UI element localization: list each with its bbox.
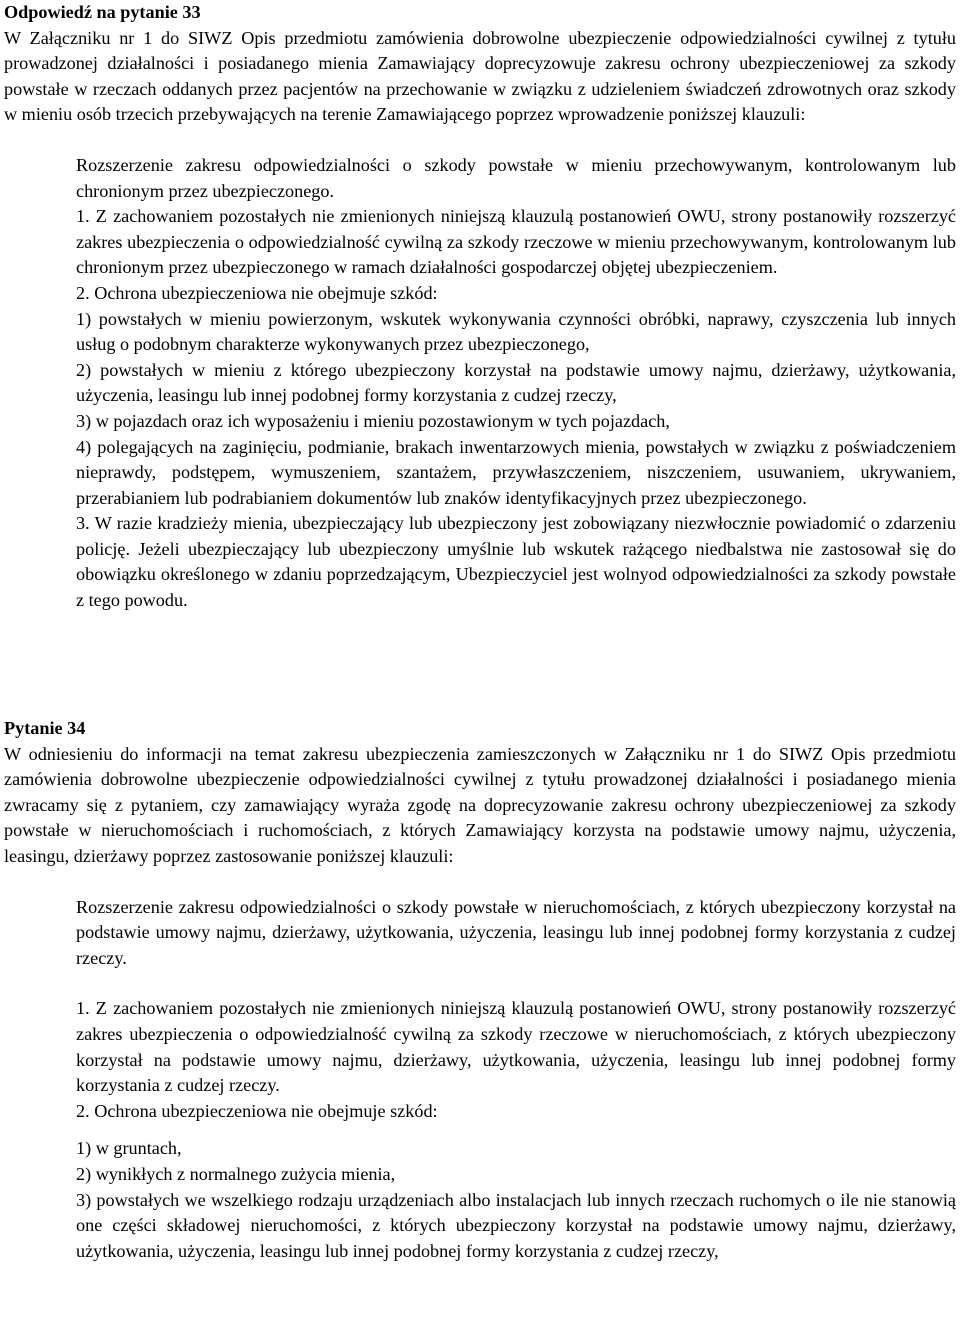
answer-33-point-1: 1. Z zachowaniem pozostałych nie zmienionych niniejszą klauzulą postanowień OWU, strony postanowiły rozszerzyć zakres ubezpieczenia o odpowiedzialność cywilną za szkody rzeczowe w mieniu przechowywanym, kontrolowanym lub chronionym przez ubezpieczonego w ramach działalności gospodarczej objętej ubezpieczeniem. bbox=[76, 206, 956, 278]
answer-33-point-3: 3. W razie kradzieży mienia, ubezpieczający lub ubezpieczony jest zobowiązany niezwłocznie powiadomić o zdarzeniu policję. Jeżeli ubezpieczający lub ubezpieczony umyślnie lub wskutek rażącego niedbalstwa nie zastosował się do obowiązku określonego w zdaniu poprzedzającym, Ubezpieczyciel jest wolnyod odpowiedzialności za szkody powstałe z tego powodu. bbox=[76, 513, 956, 611]
answer-33-section bbox=[4, 0, 956, 614]
spacer bbox=[76, 1124, 956, 1136]
question-34-intro: W odniesieniu do informacji na temat zakresu ubezpieczenia zamieszczonych w Załączniku nr 1 do SIWZ Opis przedmiotu zamówienia dobrowolne ubezpieczenie odpowiedzialności cywilnej z tytułu prowadzonej działalności i posiadanego mienia zwracamy się z pytaniem, czy zamawiający wyraża zgodę na doprecyzowanie zakresu ochrony ubezpieczeniowej za szkody powstałe w nieruchomościach i ruchomościach, z których Zamawiający korzysta na podstawie umowy najmu, użyczenia, leasingu, dzierżawy poprzez zastosowanie poniższej klauzuli: bbox=[4, 743, 956, 866]
question-34-clause-title: Rozszerzenie zakresu odpowiedzialności o szkody powstałe w nieruchomościach, z których ubezpieczony korzystał na podstawie umowy najmu, dzierżawy, użytkowania, użyczenia, leasingu lub innej podobnej formy korzystania z cudzej rzeczy. bbox=[76, 896, 956, 968]
spacer bbox=[76, 971, 956, 996]
answer-33-exclusion-3: 3) w pojazdach oraz ich wyposażeniu i mieniu pozostawionym w tych pojazdach, bbox=[76, 410, 670, 431]
answer-33-intro: W Załączniku nr 1 do SIWZ Opis przedmiotu zamówienia dobrowolne ubezpieczenie odpowiedzialności cywilnej z tytułu prowadzonej działalności i posiadanego mienia Zamawiający doprecyzowuje zakresu ochrony ubezpieczeniowej za szkody powstałe w rzeczach oddanych przez pacjentów na przechowanie w związku z udzieleniem świadczeń zdrowotnych oraz szkody w mieniu osób trzecich przebywających na terenie Zamawiającego poprzez wprowadzenie poniższej klauzuli: bbox=[4, 27, 956, 125]
question-34-point-1: 1. Z zachowaniem pozostałych nie zmienionych niniejszą klauzulą postanowień OWU, strony postanowiły rozszerzyć zakres ubezpieczenia o odpowiedzialność cywilną za szkody rzeczowe w nieruchomościach, z których ubezpieczony korzystał na podstawie umowy najmu, dzierżawy, użytkowania, użyczenia, leasingu lub innej podobnej formy korzystania z cudzej rzeczy. bbox=[76, 998, 956, 1096]
spacer bbox=[4, 870, 956, 895]
answer-33-clause-block bbox=[76, 153, 956, 614]
answer-33-exclusion-1: 1) powstałych w mieniu powierzonym, wskutek wykonywania czynności obróbki, naprawy, czyszczenia lub innych usług o podobnym charakterze wykonywanych przez ubezpieczonego, bbox=[76, 308, 956, 355]
question-34-exclusion-3: 3) powstałych we wszelkiego rodzaju urządzeniach albo instalacjach lub innych rzeczach ruchomych o ile nie stanowią one części składowej nieruchomości, z których ubezpieczony korzystał na podstawie umowy najmu, dzierżawy, użytkowania, użyczenia, leasingu lub innej podobnej formy korzystania z cudzej rzeczy, bbox=[76, 1189, 956, 1261]
answer-33-heading: Odpowiedź na pytanie 33 bbox=[4, 2, 201, 22]
question-34-section bbox=[4, 716, 956, 1264]
answer-33-point-2: 2. Ochrona ubezpieczeniowa nie obejmuje szkód: bbox=[76, 282, 438, 303]
answer-33-exclusion-2: 2) powstałych w mieniu z którego ubezpieczony korzystał na podstawie umowy najmu, dzierżawy, użytkowania, użyczenia, leasingu lub innej podobnej formy korzystania z cudzej rzeczy, bbox=[76, 359, 956, 406]
question-34-heading: Pytanie 34 bbox=[4, 718, 86, 738]
question-34-point-2: 2. Ochrona ubezpieczeniowa nie obejmuje szkód: bbox=[76, 1100, 438, 1121]
question-34-exclusion-2: 2) wynikłych z normalnego zużycia mienia, bbox=[76, 1163, 396, 1184]
spacer bbox=[4, 128, 956, 153]
question-34-clause-block bbox=[76, 895, 956, 1265]
question-34-exclusion-1: 1) w gruntach, bbox=[76, 1138, 182, 1159]
answer-33-exclusion-4: 4) polegających na zaginięciu, podmianie, brakach inwentarzowych mienia, powstałych w związku z poświadczeniem nieprawdy, podstępem, wymuszeniem, szantażem, przywłaszczeniem, niszczeniem, usuwaniem, ukrywaniem, przerabianiem lub podrabianiem dokumentów lub znaków identyfikacyjnych przez ubezpieczonego. bbox=[76, 436, 956, 508]
answer-33-clause-title: Rozszerzenie zakresu odpowiedzialności o szkody powstałe w mieniu przechowywanym, kontrolowanym lub chronionym przez ubezpieczonego. bbox=[76, 154, 956, 201]
